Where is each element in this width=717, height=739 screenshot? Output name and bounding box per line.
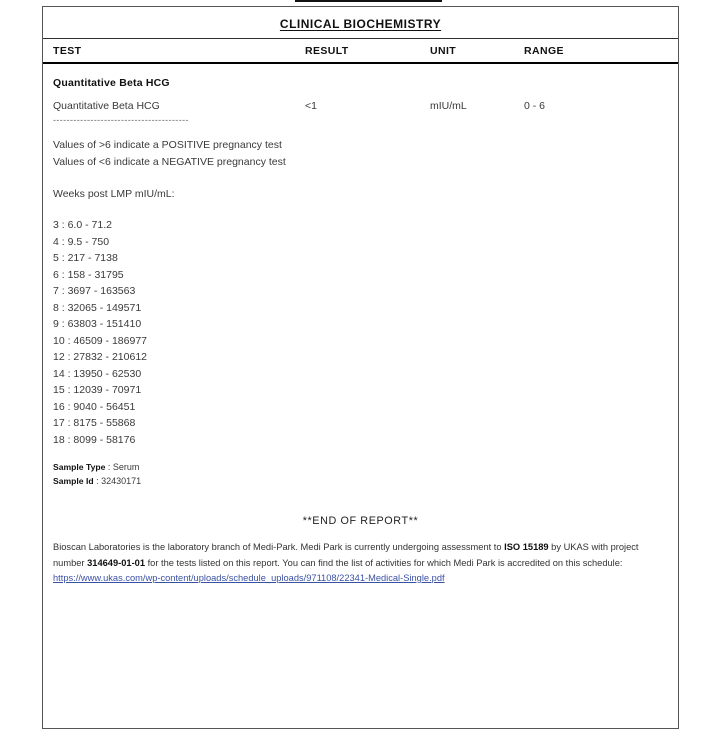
sample-id-line [53, 475, 678, 489]
test-result-row [43, 100, 678, 112]
report-page [42, 6, 679, 729]
week-range-item: 8 : 32065 - 149571 [53, 301, 142, 314]
end-of-report-marker: **END OF REPORT** [302, 515, 419, 527]
sample-info [53, 461, 678, 488]
test-section-heading: Quantitative Beta HCG [53, 77, 170, 89]
sample-type-line [53, 461, 678, 475]
week-range-item: 14 : 13950 - 62530 [53, 367, 142, 380]
result-cell: <1 [305, 100, 317, 112]
footer-text-2: by UKAS with project number [53, 542, 639, 568]
unit-cell: mIU/mL [430, 100, 467, 112]
cutoff-line-fragment [295, 0, 442, 2]
footer-text-3: for the tests listed on this report. You can find the list of activities for which Medi Park is accredited on this schedule: [145, 557, 623, 568]
week-range-item: 16 : 9040 - 56451 [53, 400, 136, 413]
week-range-item: 6 : 158 - 31795 [53, 268, 124, 281]
week-range-item: 10 : 46509 - 186977 [53, 334, 147, 347]
table-header-row [43, 39, 678, 64]
sample-type-label: Sample Type [53, 462, 106, 472]
week-range-item: 5 : 217 - 7138 [53, 252, 118, 264]
column-header-test: TEST [53, 44, 82, 57]
negative-note: Values of <6 indicate a NEGATIVE pregnancy test [53, 156, 286, 168]
week-range-item: 9 : 63803 - 151410 [53, 318, 142, 330]
week-range-item: 18 : 8099 - 58176 [53, 433, 136, 446]
week-range-item: 15 : 12039 - 70971 [53, 384, 142, 396]
positive-note: Values of >6 indicate a POSITIVE pregnancy test [53, 139, 282, 151]
column-header-range: RANGE [524, 44, 564, 57]
week-range-item: 17 : 8175 - 55868 [53, 417, 136, 429]
test-name-cell: Quantitative Beta HCG [53, 100, 160, 112]
weeks-heading: Weeks post LMP mIU/mL: [53, 188, 175, 200]
accreditation-footer [53, 540, 668, 587]
range-cell: 0 - 6 [524, 100, 546, 112]
interpretation-notes [53, 137, 678, 171]
ukas-schedule-link[interactable]: https://www.ukas.com/wp-content/uploads/schedule_uploads/971108/22341-Medical-Single.pdf [53, 573, 445, 583]
column-header-unit: UNIT [430, 44, 457, 57]
week-range-item: 12 : 27832 - 210612 [53, 351, 147, 363]
project-number: 314649-01-01 [87, 557, 146, 568]
footer-text-1: Bioscan Laboratories is the laboratory branch of Medi-Park. Medi Park is currently undergoing assessment to [53, 542, 505, 552]
week-range-item: 7 : 3697 - 163563 [53, 285, 136, 297]
weeks-range-list [53, 217, 678, 448]
sample-type-separator: : [105, 462, 113, 472]
dashed-divider: ---------------------------------------- [53, 115, 189, 125]
column-header-result: RESULT [305, 44, 349, 57]
sample-id-value: 32430171 [101, 475, 142, 486]
iso-standard: ISO 15189 [504, 542, 549, 552]
sample-id-separator: : [93, 475, 102, 486]
week-range-item: 3 : 6.0 - 71.2 [53, 219, 112, 231]
sample-type-value: Serum [112, 462, 140, 472]
report-title: CLINICAL BIOCHEMISTRY [279, 17, 442, 31]
sample-id-label: Sample Id [53, 475, 94, 486]
report-title-row [43, 7, 678, 39]
week-range-item: 4 : 9.5 - 750 [53, 235, 110, 248]
